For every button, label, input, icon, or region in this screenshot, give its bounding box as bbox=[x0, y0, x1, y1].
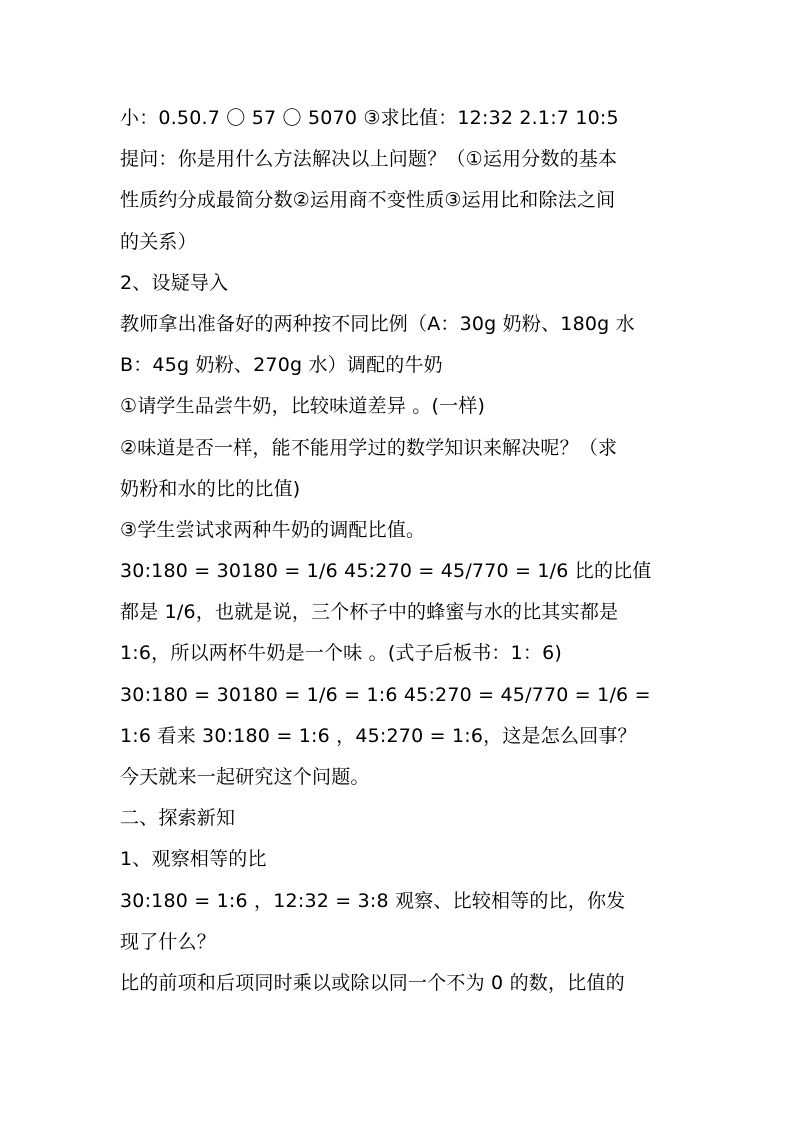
text-line: 提问：你是用什么方法解决以上问题？（①运用分数的基本 bbox=[120, 148, 618, 171]
text-line: 教师拿出准备好的两种按不同比例（A：30g 奶粉、180g 水 bbox=[120, 312, 635, 335]
section-heading: 二、探索新知 bbox=[120, 807, 236, 830]
text-line: 的关系） bbox=[120, 230, 197, 253]
text-line: ①请学生品尝牛奶，比较味道差异 。(一样) bbox=[120, 395, 486, 418]
text-line: 30:180 = 30180 = 1/6 45:270 = 45/770 = 1/6 比的比值 bbox=[120, 560, 652, 583]
text-line: 小：0.50.7 〇 57 〇 5070 ③求比值：12:32 2.1:7 10:5 bbox=[120, 107, 619, 129]
text-line: 性质约分成最简分数②运用商不变性质③运用比和除法之间 bbox=[120, 189, 616, 212]
text-line: B：45g 奶粉、270g 水）调配的牛奶 bbox=[120, 354, 443, 377]
text-line: 都是 1/6，也就是说，三个杯子中的蜂蜜与水的比其实都是 bbox=[120, 601, 619, 624]
text-line: 现了什么？ bbox=[120, 930, 217, 953]
section-heading: 1、观察相等的比 bbox=[120, 848, 267, 871]
text-line: ②味道是否一样，能不能用学过的数学知识来解决呢？（求 bbox=[120, 436, 618, 459]
text-line: 1:6，所以两杯牛奶是一个味 。(式子后板书：1：6) bbox=[120, 642, 563, 665]
text-line: 30:180 = 30180 = 1/6 = 1:6 45:270 = 45/770 = 1/6 = bbox=[120, 683, 651, 706]
text-line: 今天就来一起研究这个问题。 bbox=[120, 766, 370, 788]
text-line: 比的前项和后项同时乘以或除以同一个不为 0 的数，比值的 bbox=[120, 971, 625, 994]
text-line: ③学生尝试求两种牛奶的调配比值。 bbox=[120, 518, 426, 541]
document-body bbox=[120, 98, 680, 1004]
text-line: 30:180 = 1:6 ，12:32 = 3:8 观察、比较相等的比，你发 bbox=[120, 889, 626, 912]
text-line: 1:6 看来 30:180 = 1:6 ，45:270 = 1:6，这是怎么回事？ bbox=[120, 724, 637, 747]
text-line: 奶粉和水的比的比值) bbox=[120, 477, 301, 500]
section-heading: 2、设疑导入 bbox=[120, 271, 229, 294]
